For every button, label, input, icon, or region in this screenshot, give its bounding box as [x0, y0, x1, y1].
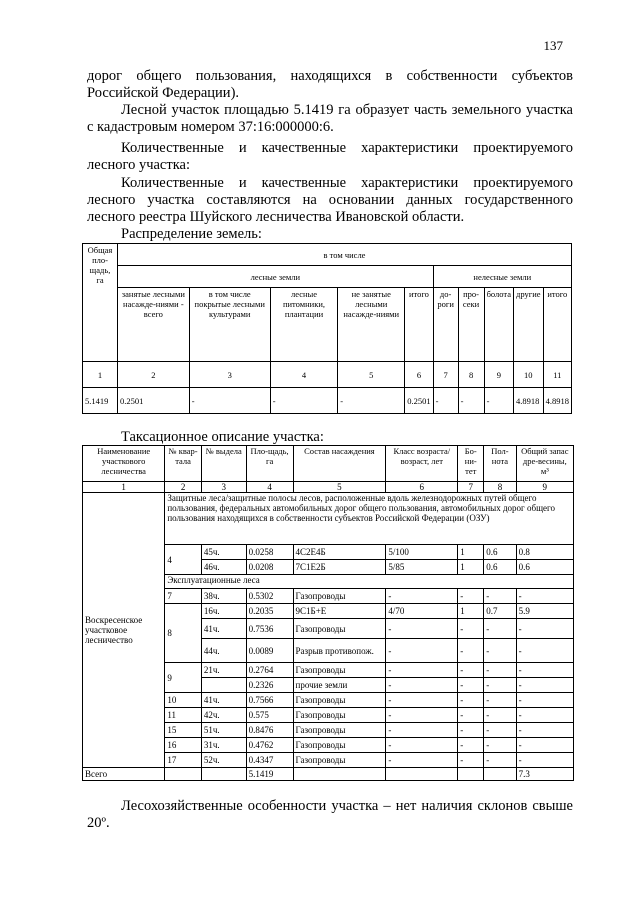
tax-cell-age: 5/85 [386, 560, 458, 575]
land-total-header: Общая пло-щадь, га [83, 244, 118, 362]
tax-cell-bon: - [458, 678, 484, 693]
tax-cell-vyd: 45ч. [201, 545, 246, 560]
tax-cell-vyd: 41ч. [201, 619, 246, 639]
tax-col-header: Состав насаждения [293, 446, 386, 482]
tax-cell-bon: 1 [458, 545, 484, 560]
total-stock: 7.3 [516, 768, 573, 781]
tax-cell-pol: - [484, 663, 516, 678]
tax-cell-bon: - [458, 708, 484, 723]
tax-cell-bon: - [458, 693, 484, 708]
tax-cell-vyd: 31ч. [201, 738, 246, 753]
paragraph-slopes: Лесохозяйственные особенности участка – нет наличия склонов свыше 20º. [87, 798, 573, 831]
exploit-forests-label: Эксплуатационные леса [165, 575, 574, 589]
tax-cell-area: 0.0208 [246, 560, 293, 575]
tax-cell-comp: 4С2Е4Б [293, 545, 386, 560]
quarter-cell: 4 [165, 545, 201, 575]
tax-cell-area: 0.7536 [246, 619, 293, 639]
land-col-number: 9 [484, 362, 513, 388]
land-col-header: занятые лесными насажде-ниями - всего [118, 288, 190, 362]
paragraph-source: Количественные и качественные характеристики проектируемого лесного участка составляются на основании данных государственного лесного реестра Шуйского лесничества Ивановской области. [87, 175, 573, 225]
tax-cell-area: 0.5302 [246, 589, 293, 604]
tax-col-header: Пол-нота [484, 446, 516, 482]
tax-cell-comp: Газопроводы [293, 693, 386, 708]
tax-col-number: 1 [83, 482, 165, 493]
tax-col-number: 7 [458, 482, 484, 493]
paragraph-area: Лесной участок площадью 5.1419 га образует часть земельного участка с кадастровым номером 37:16:000000:6. [87, 102, 573, 135]
tax-cell-bon: - [458, 753, 484, 768]
tax-cell-age: - [386, 589, 458, 604]
land-col-header: не занятые лесными насажде-ниями [338, 288, 405, 362]
land-value-cell: 4.8918 [514, 388, 544, 414]
paragraph-characteristics: Количественные и качественные характеристики проектируемого лесного участка: [87, 140, 573, 173]
tax-cell-bon: 1 [458, 604, 484, 619]
tax-cell-age: - [386, 639, 458, 663]
tax-col-header: Пло-щадь, га [246, 446, 293, 482]
tax-cell-vyd: 44ч. [201, 639, 246, 663]
tax-cell-zap: - [516, 738, 573, 753]
quarter-cell: 7 [165, 589, 201, 604]
tax-cell-bon: - [458, 589, 484, 604]
tax-cell-zap: - [516, 639, 573, 663]
land-col-header: итого [405, 288, 433, 362]
tax-cell-zap: - [516, 619, 573, 639]
tax-cell-vyd: 46ч. [201, 560, 246, 575]
total-area: 5.1419 [246, 768, 293, 781]
tax-cell-bon: - [458, 639, 484, 663]
quarter-cell: 10 [165, 693, 201, 708]
tax-cell-vyd: 16ч. [201, 604, 246, 619]
total-label: Всего [83, 768, 165, 781]
land-distribution-table [82, 243, 572, 414]
tax-cell-vyd: 51ч. [201, 723, 246, 738]
tax-col-header: № квар-тала [165, 446, 201, 482]
tax-cell-pol: 0.7 [484, 604, 516, 619]
land-col-header: до-роги [433, 288, 458, 362]
tax-cell-vyd: 52ч. [201, 753, 246, 768]
land-col-header: итого [543, 288, 571, 362]
tax-col-header: Наименование участкового лесничества [83, 446, 165, 482]
tax-cell-comp: Газопроводы [293, 663, 386, 678]
tax-cell-area: 0.575 [246, 708, 293, 723]
tax-total-empty [293, 768, 386, 781]
tax-cell-zap: - [516, 663, 573, 678]
tax-cell-zap: - [516, 678, 573, 693]
land-col-number: 3 [189, 362, 270, 388]
tax-cell-age: 4/70 [386, 604, 458, 619]
land-forest-header: лесные земли [118, 266, 434, 288]
tax-cell-comp: Газопроводы [293, 708, 386, 723]
tax-col-number: 6 [386, 482, 458, 493]
tax-cell-age: 5/100 [386, 545, 458, 560]
tax-cell-area: 0.4762 [246, 738, 293, 753]
tax-cell-comp: прочие земли [293, 678, 386, 693]
tax-col-header: № выдела [201, 446, 246, 482]
tax-cell-pol: 0.6 [484, 560, 516, 575]
tax-cell-age: - [386, 708, 458, 723]
tax-cell-area: 0.2326 [246, 678, 293, 693]
tax-cell-area: 0.0258 [246, 545, 293, 560]
tax-cell-zap: 5.9 [516, 604, 573, 619]
tax-col-number: 5 [293, 482, 386, 493]
land-col-number: 10 [514, 362, 544, 388]
quarter-cell: 16 [165, 738, 201, 753]
tax-cell-comp: Разрыв противопож. [293, 639, 386, 663]
tax-cell-pol: - [484, 639, 516, 663]
tax-cell-zap: - [516, 589, 573, 604]
tax-col-number: 2 [165, 482, 201, 493]
tax-col-number: 3 [201, 482, 246, 493]
tax-cell-pol: - [484, 708, 516, 723]
tax-cell-comp: Газопроводы [293, 738, 386, 753]
tax-cell-zap: - [516, 708, 573, 723]
quarter-cell: 17 [165, 753, 201, 768]
quarter-cell: 9 [165, 663, 201, 693]
land-value-cell: 0.2501 [118, 388, 190, 414]
tax-cell-pol: - [484, 693, 516, 708]
tax-cell-comp: 7С1Е2Б [293, 560, 386, 575]
tax-cell-pol: - [484, 619, 516, 639]
tax-cell-bon: - [458, 738, 484, 753]
tax-cell-bon: - [458, 723, 484, 738]
tax-cell-age: - [386, 693, 458, 708]
tax-cell-area: 0.0089 [246, 639, 293, 663]
tax-cell-vyd: 38ч. [201, 589, 246, 604]
tax-col-number: 9 [516, 482, 573, 493]
tax-cell-age: - [386, 619, 458, 639]
tax-cell-age: - [386, 753, 458, 768]
protective-forests-label: Защитные леса/защитные полосы лесов, расположенные вдоль железнодорожных путей общего пользования, федеральных автомобильных дорог общего пользования, автомобильных дорог общего пользования находящихся в собственности субъектов Российской Федерации (ОЗУ) [165, 493, 574, 545]
tax-cell-pol: - [484, 723, 516, 738]
taxation-table [82, 445, 574, 781]
tax-cell-zap: 0.8 [516, 545, 573, 560]
land-value-cell: - [189, 388, 270, 414]
tax-col-header: Класс возраста/ возраст, лет [386, 446, 458, 482]
land-col-number: 7 [433, 362, 458, 388]
tax-col-header: Бо-ни-тет [458, 446, 484, 482]
tax-col-header: Общий запас дре-весины, м³ [516, 446, 573, 482]
land-col-number: 4 [270, 362, 337, 388]
tax-cell-pol: - [484, 738, 516, 753]
land-value-cell: - [338, 388, 405, 414]
land-nonforest-header: нелесные земли [433, 266, 571, 288]
tax-cell-area: 0.2764 [246, 663, 293, 678]
tax-cell-bon: 1 [458, 560, 484, 575]
tax-cell-bon: - [458, 619, 484, 639]
tax-cell-comp: Газопроводы [293, 589, 386, 604]
land-col-header: болота [484, 288, 513, 362]
land-col-number: 8 [458, 362, 484, 388]
land-col-number: 1 [83, 362, 118, 388]
tax-cell-area: 0.2035 [246, 604, 293, 619]
land-value-cell: 5.1419 [83, 388, 118, 414]
land-value-cell: - [458, 388, 484, 414]
tax-cell-comp: Газопроводы [293, 723, 386, 738]
tax-cell-comp: 9С1Б+Е [293, 604, 386, 619]
tax-cell-zap: - [516, 723, 573, 738]
tax-heading: Таксационное описание участка: [121, 429, 324, 445]
tax-cell-age: - [386, 723, 458, 738]
tax-cell-age: - [386, 663, 458, 678]
quarter-cell: 11 [165, 708, 201, 723]
tax-cell-vyd: 21ч. [201, 663, 246, 678]
tax-total-empty [458, 768, 484, 781]
land-col-number: 11 [543, 362, 571, 388]
land-col-number: 6 [405, 362, 433, 388]
tax-cell-vyd [201, 678, 246, 693]
tax-cell-age: - [386, 678, 458, 693]
tax-cell-zap: - [516, 693, 573, 708]
tax-cell-bon: - [458, 663, 484, 678]
land-value-cell: - [484, 388, 513, 414]
tax-cell-age: - [386, 738, 458, 753]
tax-total-empty [484, 768, 516, 781]
tax-cell-comp: Газопроводы [293, 619, 386, 639]
tax-cell-pol: - [484, 753, 516, 768]
page-number: 137 [543, 38, 563, 53]
tax-cell-comp: Газопроводы [293, 753, 386, 768]
tax-col-number: 8 [484, 482, 516, 493]
tax-cell-zap: 0.6 [516, 560, 573, 575]
land-col-number: 2 [118, 362, 190, 388]
land-value-cell: 4.8918 [543, 388, 571, 414]
tax-cell-zap: - [516, 753, 573, 768]
quarter-cell: 15 [165, 723, 201, 738]
paragraph-continuation: дорог общего пользования, находящихся в собственности субъектов Российской Федерации). [87, 68, 573, 101]
tax-total-empty [201, 768, 246, 781]
tax-total-empty [386, 768, 458, 781]
district-name: Воскресенское участковое лесничество [83, 493, 165, 768]
quarter-cell: 8 [165, 604, 201, 663]
tax-total-empty [165, 768, 201, 781]
land-col-header: про-секи [458, 288, 484, 362]
land-value-cell: 0.2501 [405, 388, 433, 414]
tax-cell-pol: 0.6 [484, 545, 516, 560]
land-col-header: лесные питомники, плантации [270, 288, 337, 362]
land-col-header: в том числе покрытые лесными культурами [189, 288, 270, 362]
land-heading: Распределение земель: [121, 226, 262, 242]
land-col-header: другие [514, 288, 544, 362]
land-col-number: 5 [338, 362, 405, 388]
tax-cell-vyd: 42ч. [201, 708, 246, 723]
tax-cell-area: 0.8476 [246, 723, 293, 738]
tax-cell-vyd: 41ч. [201, 693, 246, 708]
land-incl-header: в том числе [118, 244, 572, 266]
tax-cell-pol: - [484, 589, 516, 604]
land-value-cell: - [433, 388, 458, 414]
tax-cell-area: 0.4347 [246, 753, 293, 768]
tax-col-number: 4 [246, 482, 293, 493]
tax-cell-pol: - [484, 678, 516, 693]
tax-cell-area: 0.7566 [246, 693, 293, 708]
land-value-cell: - [270, 388, 337, 414]
